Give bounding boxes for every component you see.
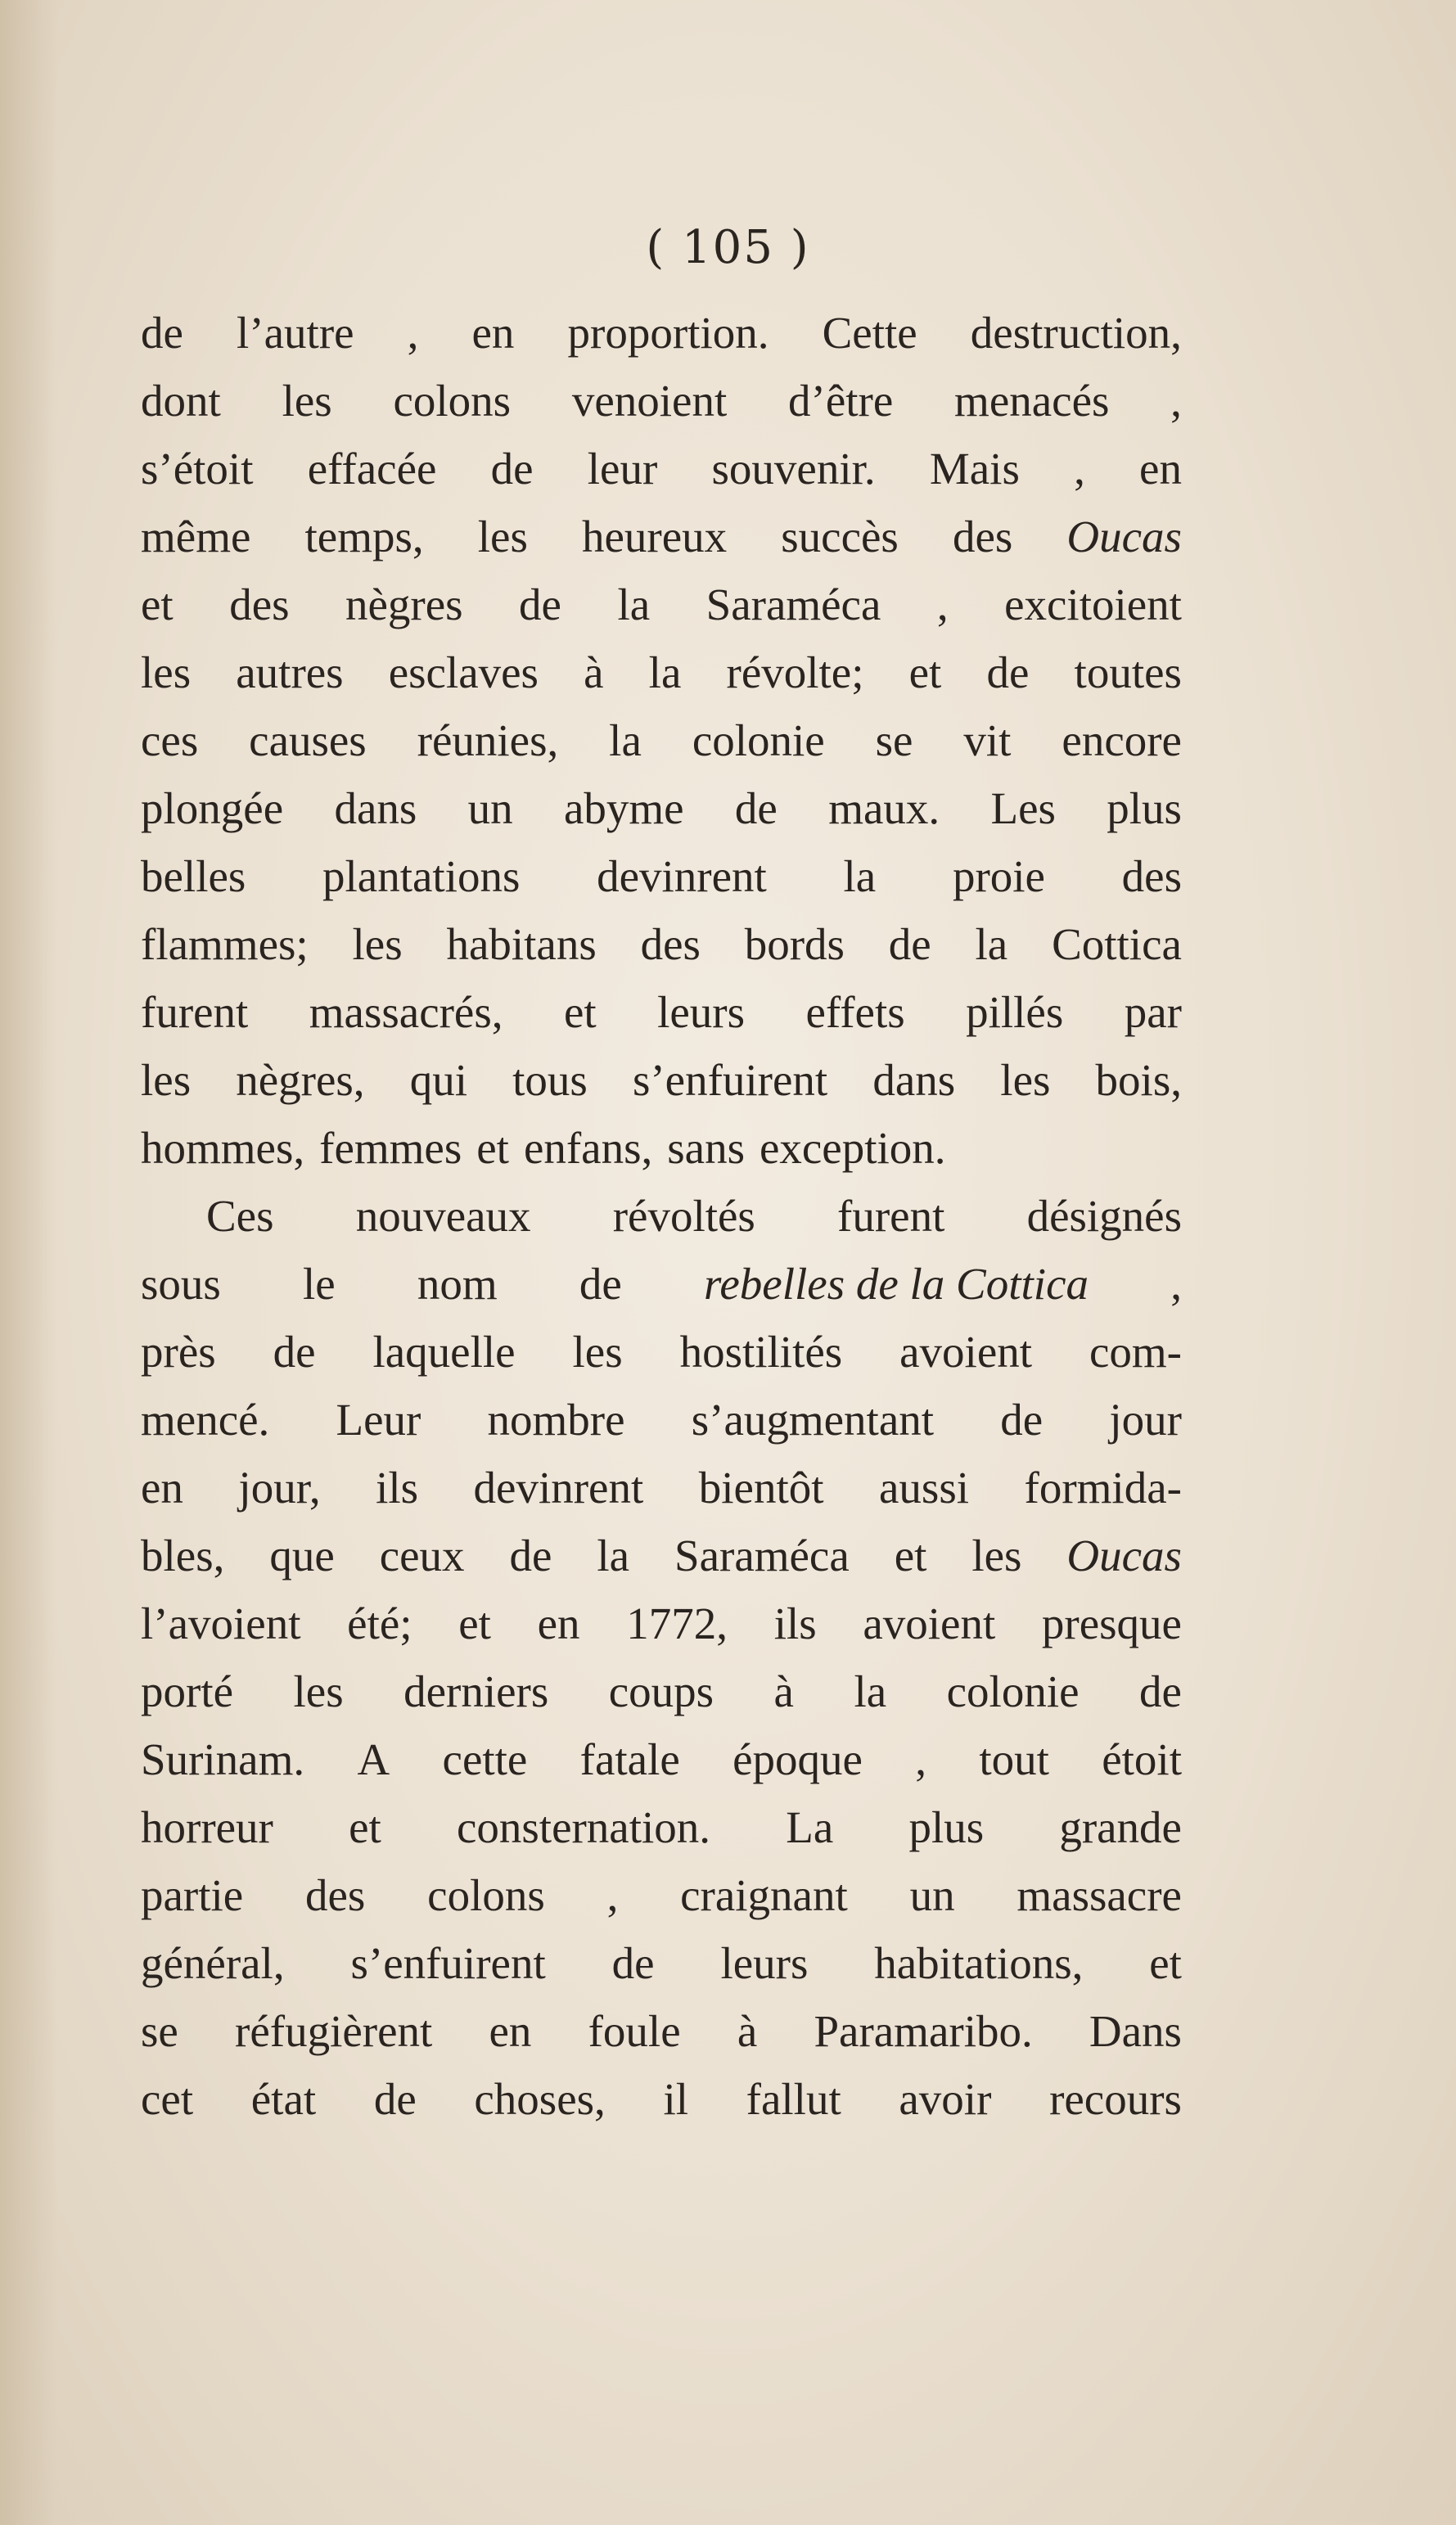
word: les: [141, 647, 192, 697]
word: femmes: [319, 1123, 462, 1173]
word: en: [1139, 444, 1182, 494]
text-line: [141, 1182, 1182, 1250]
word: derniers: [403, 1666, 549, 1716]
word: plus: [908, 1802, 985, 1852]
word: effacée: [307, 444, 437, 494]
text-line: [141, 2065, 1182, 2133]
word: temps,: [304, 512, 424, 561]
word: jour: [1109, 1395, 1182, 1445]
word: grande: [1059, 1802, 1182, 1852]
word: la: [609, 715, 642, 765]
word: cet: [141, 2074, 194, 2124]
word: de: [734, 783, 778, 833]
word: cette: [442, 1734, 528, 1784]
word: et: [563, 987, 597, 1037]
word: Cottica: [1052, 919, 1182, 969]
word: venoient: [571, 376, 728, 426]
word: habitans: [446, 919, 597, 969]
word: dans: [872, 1055, 956, 1105]
word: devinrent: [473, 1463, 644, 1513]
word: s’enfuirent: [350, 1938, 546, 1988]
word: réunies,: [417, 715, 559, 765]
word: mencé.: [141, 1395, 270, 1445]
word: de: [273, 1327, 316, 1377]
word: de: [490, 444, 534, 494]
word: 1772,: [626, 1598, 728, 1648]
word: Oucas: [1066, 1531, 1182, 1580]
word: en: [141, 1463, 183, 1513]
word: en: [489, 2006, 532, 2056]
word: s’augmentant: [691, 1395, 935, 1445]
word: rebelles de la Cottica: [704, 1259, 1089, 1309]
word: destruction,: [970, 308, 1182, 358]
word: il: [663, 2074, 688, 2124]
word: presque: [1041, 1598, 1182, 1648]
word: Mais: [929, 444, 1020, 494]
text-line: [141, 774, 1182, 842]
word: massacrés,: [309, 987, 503, 1037]
word: craignant: [680, 1870, 848, 1920]
word: pillés: [966, 987, 1064, 1037]
word: jour,: [238, 1463, 321, 1513]
word: état: [250, 2074, 317, 2124]
word: habitations,: [874, 1938, 1084, 1988]
word: se: [875, 715, 913, 765]
word: révolte;: [726, 647, 864, 697]
word: des: [952, 512, 1013, 561]
word: les: [572, 1327, 623, 1377]
word: dans: [334, 783, 417, 833]
word: maux.: [828, 783, 940, 833]
word: sans: [667, 1123, 745, 1173]
word: à: [773, 1666, 794, 1716]
word: et: [1149, 1938, 1182, 1988]
text-line: [141, 367, 1182, 435]
text-line: [141, 1589, 1182, 1657]
text-line: [141, 435, 1182, 503]
word: porté: [141, 1666, 234, 1716]
word: com-: [1089, 1327, 1182, 1377]
word: sous: [141, 1259, 221, 1309]
word: partie: [141, 1870, 244, 1920]
word: de: [888, 919, 931, 969]
word: colonie: [946, 1666, 1080, 1716]
text-line: [141, 842, 1182, 910]
word: consternation.: [456, 1802, 711, 1852]
word: tout: [979, 1734, 1049, 1784]
word: causes: [249, 715, 367, 765]
word: colons: [427, 1870, 545, 1920]
word: étoit: [1102, 1734, 1182, 1784]
word: fallut: [746, 2074, 841, 2124]
word: colonie: [692, 715, 825, 765]
word: ,: [915, 1734, 927, 1784]
word: massacre: [1016, 1870, 1182, 1920]
text-line: [141, 1929, 1182, 1997]
word: choses,: [474, 2074, 606, 2124]
body-text: [141, 299, 1182, 2133]
word: les: [477, 512, 528, 561]
word: excitoient: [1004, 579, 1182, 629]
word: les: [971, 1531, 1022, 1580]
text-line: [141, 299, 1182, 367]
word: leurs: [657, 987, 746, 1037]
word: Paramaribo.: [814, 2006, 1033, 2056]
word: s’étoit: [141, 444, 254, 494]
word: Ces: [206, 1191, 274, 1241]
word: les: [352, 919, 403, 969]
text-line: [141, 1250, 1182, 1318]
word: encore: [1062, 715, 1182, 765]
word: que: [269, 1531, 335, 1580]
word: nom: [417, 1259, 498, 1309]
text-line: [141, 638, 1182, 706]
text-line: [141, 1386, 1182, 1454]
word: un: [909, 1870, 955, 1920]
text-line: [141, 1793, 1182, 1861]
word: devinrent: [597, 851, 767, 901]
word: qui: [409, 1055, 467, 1105]
word: tous: [512, 1055, 588, 1105]
word: avoient: [899, 1327, 1033, 1377]
word: furent: [837, 1191, 945, 1241]
text-line: [141, 503, 1182, 570]
word: avoir: [899, 2074, 992, 2124]
word: ils: [773, 1598, 817, 1648]
word: par: [1124, 987, 1182, 1037]
word: et: [141, 579, 174, 629]
word: les: [141, 1055, 192, 1105]
word: nouveaux: [355, 1191, 531, 1241]
word: souvenir.: [711, 444, 876, 494]
word: plus: [1107, 783, 1182, 833]
word: des: [305, 1870, 366, 1920]
word: flammes;: [141, 919, 309, 969]
word: se: [141, 2006, 178, 2056]
word: les: [282, 376, 332, 426]
word: Leur: [336, 1395, 421, 1445]
word: la: [597, 1531, 630, 1580]
word: ,: [407, 308, 419, 358]
word: et: [458, 1598, 491, 1648]
word: Saraméca: [705, 579, 881, 629]
text-line: [141, 1861, 1182, 1929]
word: succès: [781, 512, 899, 561]
word: proie: [952, 851, 1045, 901]
text-line: [141, 570, 1182, 638]
word: de: [579, 1259, 622, 1309]
page-gutter-shadow: [0, 0, 57, 2525]
word: en: [537, 1598, 580, 1648]
word: de: [373, 2074, 417, 2124]
word: enfans,: [523, 1123, 653, 1173]
text-line: [141, 1522, 1182, 1589]
word: de: [1139, 1666, 1182, 1716]
word: laquelle: [372, 1327, 516, 1377]
word: Saraméca: [674, 1531, 850, 1580]
word: en: [471, 308, 515, 358]
word: Oucas: [1066, 512, 1182, 561]
word: A: [357, 1734, 390, 1784]
word: de: [141, 308, 183, 358]
word: la: [617, 579, 651, 629]
word: même: [141, 512, 251, 561]
word: nombre: [487, 1395, 625, 1445]
word: les: [293, 1666, 344, 1716]
word: ces: [141, 715, 199, 765]
word: des: [640, 919, 701, 969]
word: ceux: [379, 1531, 465, 1580]
word: ,: [1074, 444, 1085, 494]
word: horreur: [141, 1802, 273, 1852]
word: des: [1121, 851, 1182, 901]
word: la: [854, 1666, 887, 1716]
word: le: [303, 1259, 336, 1309]
word: fatale: [579, 1734, 680, 1784]
word: ,: [1170, 1259, 1182, 1309]
word: de: [519, 579, 561, 629]
word: à: [737, 2006, 758, 2056]
word: ils: [376, 1463, 419, 1513]
word: de: [611, 1938, 655, 1988]
word: Les: [990, 783, 1056, 833]
word: ,: [1170, 376, 1182, 426]
word: la: [843, 851, 877, 901]
word: de: [986, 647, 1030, 697]
word: La: [786, 1802, 834, 1852]
word: leur: [587, 444, 658, 494]
word: la: [975, 919, 1008, 969]
word: vit: [963, 715, 1012, 765]
word: l’avoient: [141, 1598, 301, 1648]
word: toutes: [1074, 647, 1182, 697]
word: ,: [936, 579, 949, 629]
text-line: [141, 1114, 1182, 1182]
word: près: [141, 1327, 216, 1377]
word: et: [908, 647, 942, 697]
page-number: ( 105 ): [646, 221, 810, 274]
word: bords: [744, 919, 845, 969]
word: nègres,: [236, 1055, 365, 1105]
word: effets: [805, 987, 905, 1037]
word: nègres: [345, 579, 463, 629]
word: bles,: [141, 1531, 225, 1580]
word: avoient: [863, 1598, 996, 1648]
word: l’autre: [237, 308, 354, 358]
word: Dans: [1089, 2006, 1182, 2056]
text-line: [141, 1725, 1182, 1793]
word: aussi: [879, 1463, 970, 1513]
word: plongée: [141, 783, 284, 833]
word: général,: [141, 1938, 285, 1988]
word: les: [1000, 1055, 1051, 1105]
word: des: [229, 579, 290, 629]
word: belles: [141, 851, 246, 901]
word: furent: [141, 987, 249, 1037]
text-line: [141, 1318, 1182, 1386]
word: formida-: [1024, 1463, 1182, 1513]
text-line: [141, 978, 1182, 1046]
word: d’être: [788, 376, 894, 426]
word: leurs: [720, 1938, 809, 1988]
word: coups: [608, 1666, 714, 1716]
word: de: [1000, 1395, 1044, 1445]
word: plantations: [322, 851, 521, 901]
word: bientôt: [698, 1463, 824, 1513]
word: s’enfuirent: [632, 1055, 828, 1105]
word: été;: [347, 1598, 412, 1648]
word: Cette: [822, 308, 917, 358]
word: bois,: [1095, 1055, 1182, 1105]
word: ,: [606, 1870, 619, 1920]
word: réfugièrent: [235, 2006, 433, 2056]
text-line: [141, 1454, 1182, 1522]
word: à: [584, 647, 604, 697]
word: foule: [588, 2006, 681, 2056]
word: la: [648, 647, 682, 697]
word: recours: [1049, 2074, 1182, 2124]
word: exception.: [759, 1123, 946, 1173]
word: un: [467, 783, 513, 833]
word: proportion.: [567, 308, 769, 358]
text-line: [141, 910, 1182, 978]
word: esclaves: [388, 647, 539, 697]
word: de: [509, 1531, 552, 1580]
text-line: [141, 1046, 1182, 1114]
word: menacés: [954, 376, 1110, 426]
word: hommes,: [141, 1123, 305, 1173]
text-line: [141, 706, 1182, 774]
word: et: [349, 1802, 381, 1852]
word: révoltés: [612, 1191, 755, 1241]
word: abyme: [563, 783, 684, 833]
word: époque: [733, 1734, 863, 1784]
word: dont: [141, 376, 221, 426]
word: et: [476, 1123, 509, 1173]
word: colons: [393, 376, 512, 426]
word: heureux: [582, 512, 728, 561]
word: autres: [236, 647, 344, 697]
text-line: [141, 1657, 1182, 1725]
word: hostilités: [679, 1327, 843, 1377]
word: et: [894, 1531, 927, 1580]
text-line: [141, 1997, 1182, 2065]
word: désignés: [1026, 1191, 1182, 1241]
word: Surinam.: [141, 1734, 305, 1784]
